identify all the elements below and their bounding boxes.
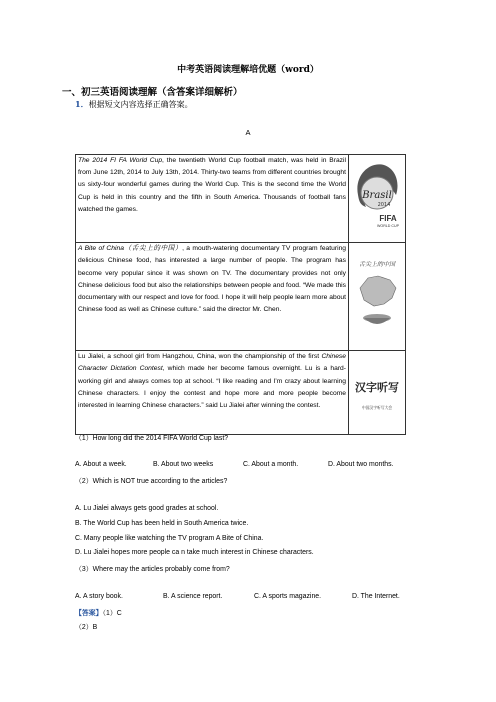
logo-year: 2014 xyxy=(377,202,391,208)
logo-word: 舌尖上的中国 xyxy=(358,261,396,269)
dictation-contest-logo xyxy=(349,351,406,435)
article-body: , which made her become famous overnight. Lu is a hard-working girl and always comes top at school. “I like reading and I’m crazy about learning Chinese characters. I enjoy the contest and hope more and more people become interested in learning Chinese characters.” said Lu Jialei after winning the contest. xyxy=(78,365,346,410)
worldcup-logo xyxy=(349,155,406,243)
option: A. A story book. xyxy=(75,593,123,600)
article-row xyxy=(76,351,406,435)
option: C. A sports magazine. xyxy=(254,593,322,600)
article-lead: A Bite of China xyxy=(78,245,124,253)
option: A. About a week. xyxy=(75,461,127,468)
option: D. Lu Jialei hopes more people ca n take much interest in Chinese characters. xyxy=(75,549,314,556)
article-text xyxy=(76,243,349,351)
china-map-icon xyxy=(350,248,404,340)
question-number: 1． xyxy=(75,99,89,109)
answer-line: （2）B xyxy=(75,624,98,631)
instruction xyxy=(75,99,193,110)
passage-letter: A xyxy=(245,128,251,137)
question-stem: （1）How long did the 2014 FIFA World Cup last? xyxy=(75,435,229,442)
logo-word: 汉字听写 xyxy=(355,381,399,395)
answer-text: （1）C xyxy=(102,610,122,617)
article-row xyxy=(76,155,406,243)
answer-line xyxy=(75,607,122,617)
article-text xyxy=(76,155,349,243)
option-row xyxy=(75,593,400,600)
option: A. Lu Jialei always gets good grades at school. xyxy=(75,505,219,512)
option: D. The Internet. xyxy=(352,593,400,600)
option: C. Many people like watching the TV program A Bite of China. xyxy=(75,535,264,542)
article-body: , a mouth-watering documentary TV program featuring delicious Chinese food, has interested a large number of people. The program has become very popular since it was shown on TV. The documentary provides not only Chinese delicious food but also the relationships between people and food. “We made this documentary with our respect and love for food. I hope it will help people learn more about Chinese food as well as Chinese culture.” said the director Mr. Chen. xyxy=(78,245,347,314)
answer-label: 【答案】 xyxy=(75,609,103,617)
article-pre: Lu Jialei, a school girl from Hangzhou, China, won the championship of the first xyxy=(78,353,322,361)
article-body: , the twentieth World Cup football match, was held in Brazil from June 12th, 2014 to July 13th, 2014. Thirty-two teams from different countries brought us sixty-four wonderful games during the World Cup. This is the second time the World Cup is held in this country and the fifth in South America. Thousands of football fans watched the games. xyxy=(78,157,346,213)
section-heading: 一、初三英语阅读理解（含答案详细解析） xyxy=(62,87,243,98)
option: B. A science report. xyxy=(163,593,223,600)
bite-of-china-logo xyxy=(349,243,406,351)
question-stem: （2）Which is NOT true according to the articles? xyxy=(75,478,228,485)
option: B. The World Cup has been held in South America twice. xyxy=(75,520,249,527)
document-title: 中考英语阅读理解培优题（word） xyxy=(177,65,319,75)
logo-brand: FIFA xyxy=(379,214,397,223)
question-stem: （3）Where may the articles probably come from? xyxy=(75,566,230,573)
article-lead: The 2014 FI FA World Cup xyxy=(78,157,163,164)
article-lead-cn: （舌尖上的中国） xyxy=(123,245,183,253)
worldcup-logo-icon xyxy=(350,155,404,237)
articles-table xyxy=(75,154,406,435)
logo-word: Brasil xyxy=(362,190,392,201)
option: D. About two months. xyxy=(328,461,394,468)
article-row xyxy=(76,243,406,351)
option: C. About a month. xyxy=(243,461,299,468)
logo-sub: WORLD CUP xyxy=(377,224,399,228)
logo-sub: 中国汉字听写大会 xyxy=(361,405,393,411)
option: B. About two weeks xyxy=(153,461,214,468)
article-text xyxy=(76,351,349,435)
article-lead: Chinese Character Dictation Contest xyxy=(78,353,346,373)
instruction-text: 根据短文内容选择正确答案。 xyxy=(88,100,193,109)
dictation-logo-icon xyxy=(350,355,404,425)
option-row xyxy=(75,461,394,468)
